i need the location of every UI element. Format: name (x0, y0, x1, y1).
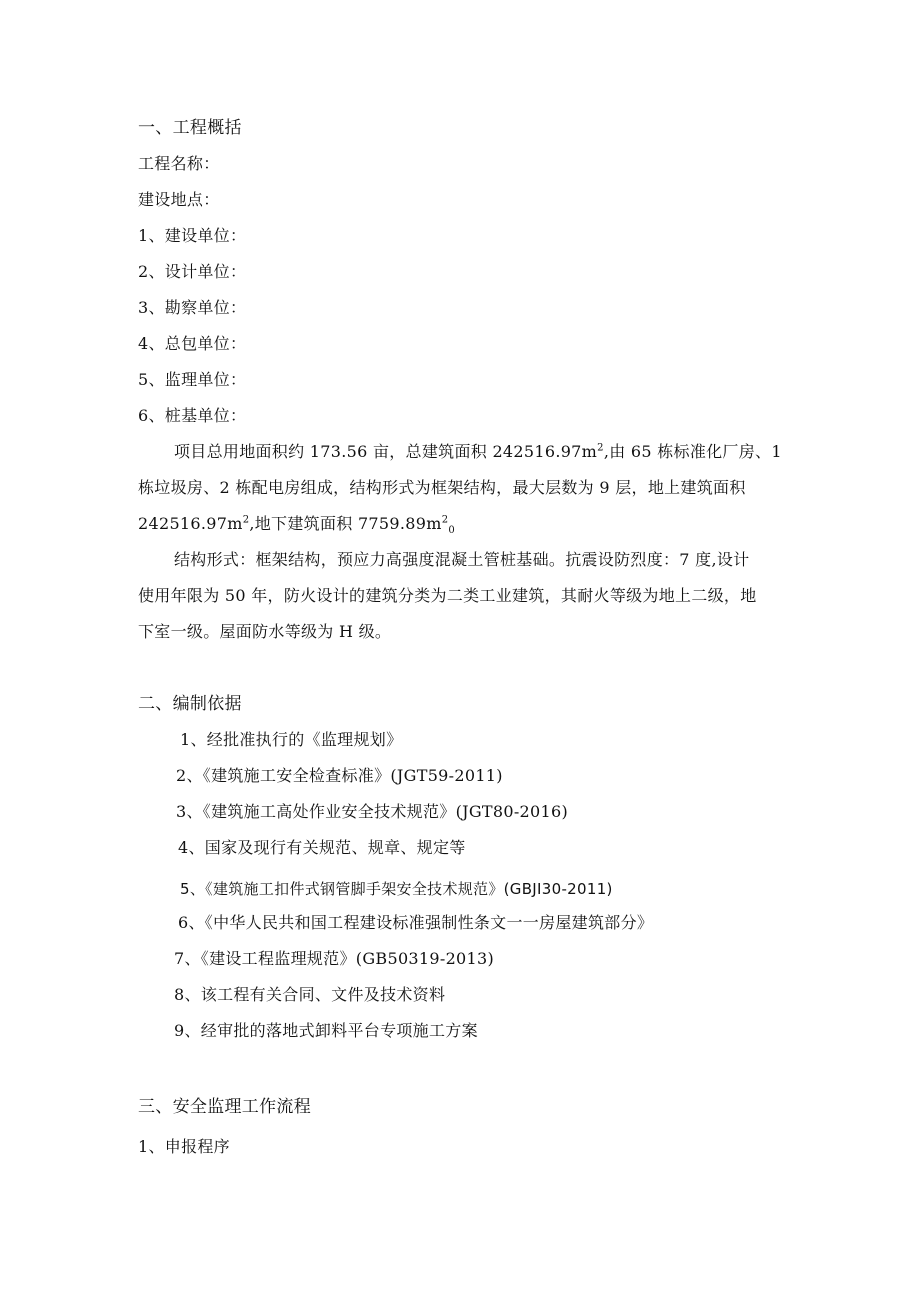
ref-item-5: 5、《建筑施工扣件式钢管脚手架安全技术规范》(GBJI30-2011) (180, 880, 613, 898)
ref-item-1: 1、经批准执行的《监理规划》 (180, 730, 403, 749)
ref-item-8: 8、该工程有关合同、文件及技术资料 (174, 985, 446, 1004)
location-label: 建设地点： (138, 190, 220, 209)
ref-item-3: 3、《建筑施工高处作业安全技术规范》(JGT80-2016) (176, 802, 569, 821)
section3-sub1: 1、申报程序 (138, 1137, 230, 1156)
unit-survey: 3、勘察单位： (138, 298, 247, 317)
section2-title: 二、编制依据 (138, 694, 242, 714)
para1-line3: $242516.97m^2$,地下建筑面积 $7759.89m^2_0$ (138, 514, 456, 537)
unit-construction: 1、建设单位： (138, 226, 247, 245)
unit-design: 2、设计单位： (138, 262, 247, 281)
ref-item-7: 7、《建设工程监理规范》(GB50319-2013) (174, 949, 495, 968)
ref-item-2: 2、《建筑施工安全检查标准》(JGT59-2011) (176, 766, 503, 785)
para1-line2: 栋垃圾房、2 栋配电房组成，结构形式为框架结构，最大层数为 9 层，地上建筑面积 (138, 478, 746, 497)
para2-line1: 结构形式：框架结构，预应力高强度混凝土管桩基础。抗震设防烈度：7 度,设计 (174, 550, 750, 569)
project-name-label: 工程名称： (138, 154, 220, 173)
unit-supervision: 5、监理单位： (138, 370, 247, 389)
para1-line1: 项目总用地面积约 173.56 亩，总建筑面积 $242516.97m^2$,由 65 栋标准化厂房、1 (174, 442, 782, 461)
unit-general-contractor: 4、总包单位： (138, 334, 247, 353)
ref-item-9: 9、经审批的落地式卸料平台专项施工方案 (174, 1021, 478, 1040)
unit-pile-foundation: 6、桩基单位： (138, 406, 247, 425)
section3-title: 三、安全监理工作流程 (138, 1097, 311, 1117)
section1-title: 一、工程概括 (138, 118, 242, 138)
ref-item-4: 4、国家及现行有关规范、规章、规定等 (178, 838, 466, 857)
para2-line2: 使用年限为 50 年，防火设计的建筑分类为二类工业建筑，其耐火等级为地上二级，地 (138, 586, 757, 605)
para2-line3: 下室一级。屋面防水等级为 H 级。 (138, 622, 392, 641)
ref-item-6: 6、《中华人民共和国工程建设标准强制性条文一一房屋建筑部分》 (178, 913, 654, 932)
